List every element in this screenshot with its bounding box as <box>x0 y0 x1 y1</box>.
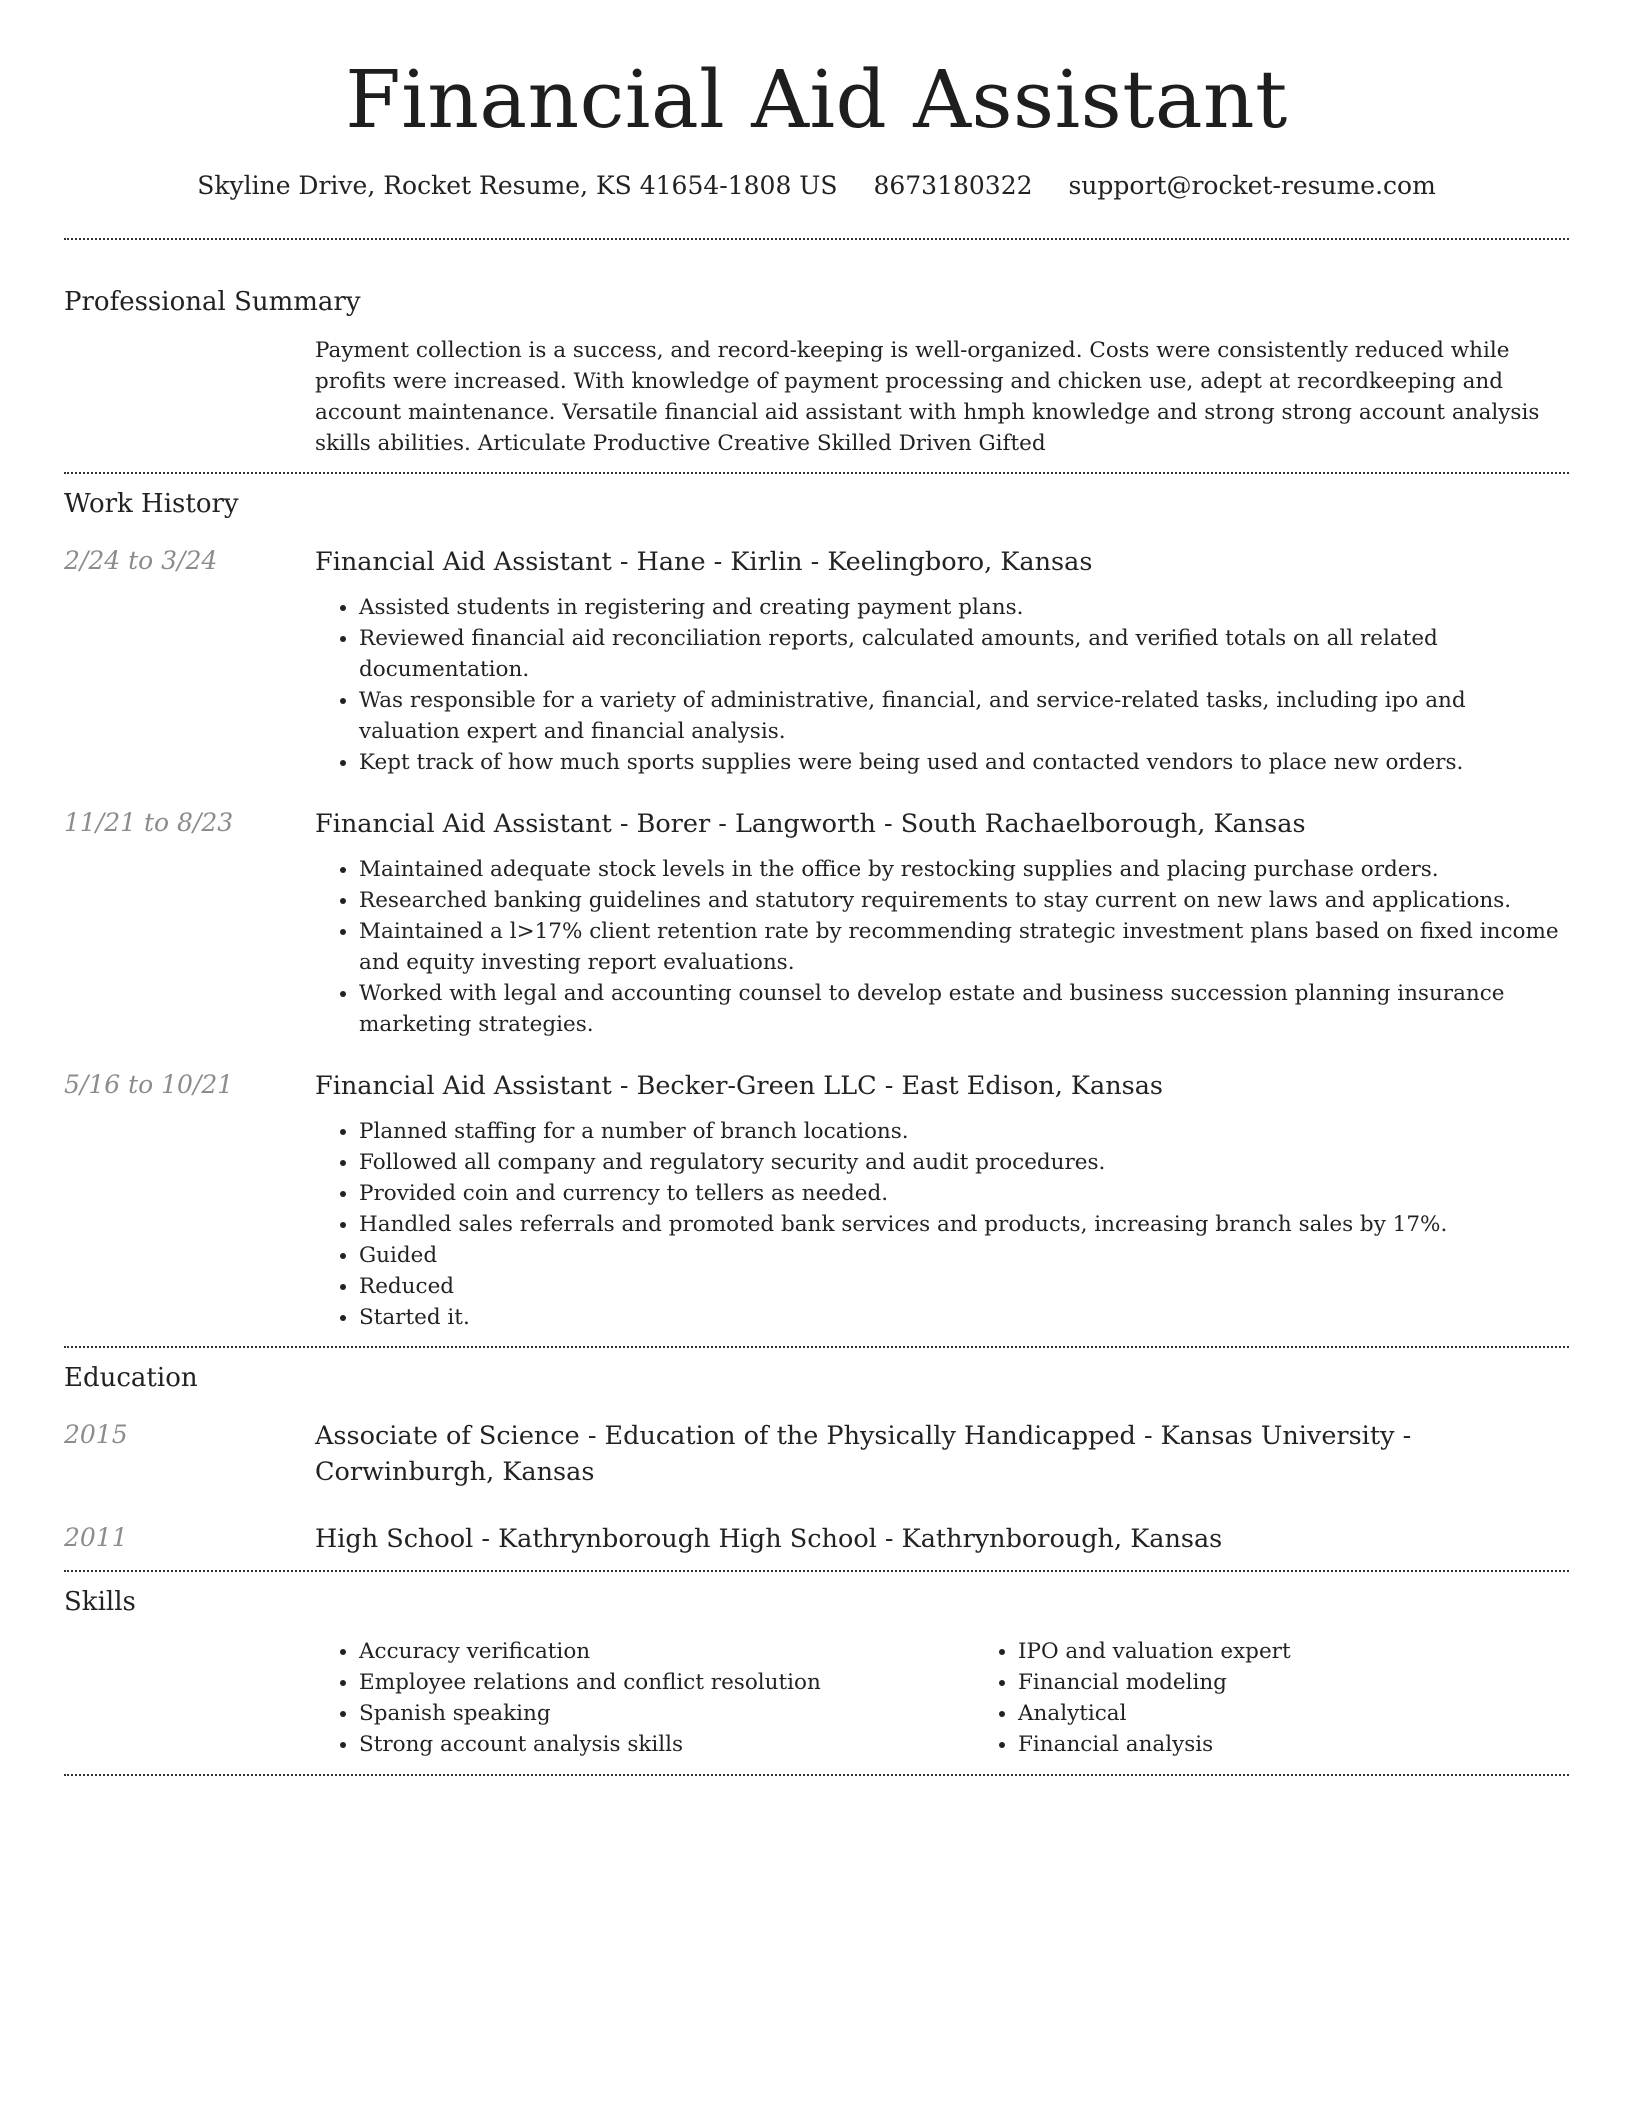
summary-body <box>315 335 1569 459</box>
resume-page <box>64 0 1569 1776</box>
skill-item: • Employee relations and conflict resolution <box>359 1667 974 1698</box>
education-year: 2015 <box>64 1420 128 1449</box>
job-entry <box>64 806 1569 1040</box>
job-dates: 5/16 to 10/21 <box>64 1070 234 1099</box>
job-body <box>315 806 1569 1040</box>
education-title: Associate of Science - Education of the Physically Handicapped - Kansas University - Corwinburgh, Kansas <box>315 1421 1412 1487</box>
job-bullet: • Provided coin and currency to tellers as needed. <box>359 1178 1569 1209</box>
job-entry <box>64 1068 1569 1333</box>
job-entry <box>64 544 1569 778</box>
work-section <box>64 486 1569 1333</box>
job-bullet: • Planned staffing for a number of branch locations. <box>359 1116 1569 1147</box>
education-year: 2011 <box>64 1523 128 1552</box>
job-bullet: • Assisted students in registering and creating payment plans. <box>359 592 1569 623</box>
education-section <box>64 1360 1569 1557</box>
job-bullets <box>315 854 1569 1040</box>
job-bullet: • Researched banking guidelines and statutory requirements to stay current on new laws and applications. <box>359 885 1569 916</box>
job-bullets <box>315 1116 1569 1333</box>
job-dates: 11/21 to 8/23 <box>64 808 234 837</box>
summary-spacer <box>64 335 315 459</box>
section-title-skills: Skills <box>64 1587 136 1617</box>
contact-address: Skyline Drive, Rocket Resume, KS 41654-1808 US <box>197 171 838 200</box>
job-bullet: • Reduced <box>359 1271 1569 1302</box>
job-bullet: • Guided <box>359 1240 1569 1271</box>
summary-section <box>64 284 1569 459</box>
skills-list-right <box>974 1636 1632 1760</box>
job-bullet: • Worked with legal and accounting counsel to develop estate and business succession planning insurance marketing strategies. <box>359 978 1569 1040</box>
contact-email: support@rocket-resume.com <box>1068 171 1436 200</box>
divider <box>64 1774 1569 1776</box>
skills-spacer <box>64 1636 315 1760</box>
skills-list-left <box>315 1636 974 1760</box>
job-bullets <box>315 592 1569 778</box>
job-bullet: • Reviewed financial aid reconciliation reports, calculated amounts, and verified totals on all related documentation. <box>359 623 1569 685</box>
education-body <box>315 1418 1569 1490</box>
section-title-summary: Professional Summary <box>64 287 361 317</box>
skill-item: • Analytical <box>1018 1698 1632 1729</box>
skill-item: • Financial modeling <box>1018 1667 1632 1698</box>
education-entry <box>64 1418 1569 1490</box>
skill-item: • Strong account analysis skills <box>359 1729 974 1760</box>
skill-item: • IPO and valuation expert <box>1018 1636 1632 1667</box>
divider <box>64 1570 1569 1572</box>
skill-item: • Spanish speaking <box>359 1698 974 1729</box>
job-body <box>315 1068 1569 1333</box>
education-title: High School - Kathrynborough High School - Kathrynborough, Kansas <box>315 1524 1223 1554</box>
job-title: Financial Aid Assistant - Becker-Green LLC - East Edison, Kansas <box>315 1071 1163 1101</box>
job-bullet: • Maintained a l>17% client retention rate by recommending strategic investment plans based on fixed income and equity investing report evaluations. <box>359 916 1569 978</box>
job-title: Financial Aid Assistant - Hane - Kirlin - Keelingboro, Kansas <box>315 547 1093 577</box>
education-entry <box>64 1521 1569 1557</box>
job-title: Financial Aid Assistant - Borer - Langworth - South Rachaelborough, Kansas <box>315 809 1306 839</box>
skills-columns <box>315 1636 1632 1760</box>
skill-item: • Accuracy verification <box>359 1636 974 1667</box>
job-bullet: • Kept track of how much sports supplies were being used and contacted vendors to place new orders. <box>359 747 1569 778</box>
summary-text: Payment collection is a success, and record-keeping is well-organized. Costs were consistently reduced while profits were increased. With knowledge of payment processing and chicken use, adept at recordkeeping and account maintenance. Versatile financial aid assistant with hmph knowledge and strong strong account analysis skills abilities. Articulate Productive Creative Skilled Driven Gifted <box>315 338 1540 456</box>
job-bullet: • Handled sales referrals and promoted bank services and products, increasing branch sales by 17%. <box>359 1209 1569 1240</box>
contact-line <box>64 168 1569 204</box>
divider <box>64 238 1569 240</box>
section-title-work: Work History <box>64 489 239 519</box>
skill-item: • Financial analysis <box>1018 1729 1632 1760</box>
section-title-education: Education <box>64 1363 198 1393</box>
summary-row <box>64 335 1569 459</box>
job-bullet: • Was responsible for a variety of administrative, financial, and service-related tasks, including ipo and valuation expert and financial analysis. <box>359 685 1569 747</box>
skills-section <box>64 1584 1569 1760</box>
divider <box>64 1346 1569 1348</box>
skills-row <box>64 1636 1569 1760</box>
job-bullet: • Started it. <box>359 1302 1569 1333</box>
resume-name: Financial Aid Assistant <box>345 53 1288 146</box>
job-bullet: • Maintained adequate stock levels in the office by restocking supplies and placing purchase orders. <box>359 854 1569 885</box>
job-body <box>315 544 1569 778</box>
contact-phone: 8673180322 <box>873 171 1033 200</box>
job-dates: 2/24 to 3/24 <box>64 546 218 575</box>
divider <box>64 472 1569 474</box>
education-body <box>315 1521 1569 1557</box>
job-bullet: • Followed all company and regulatory security and audit procedures. <box>359 1147 1569 1178</box>
